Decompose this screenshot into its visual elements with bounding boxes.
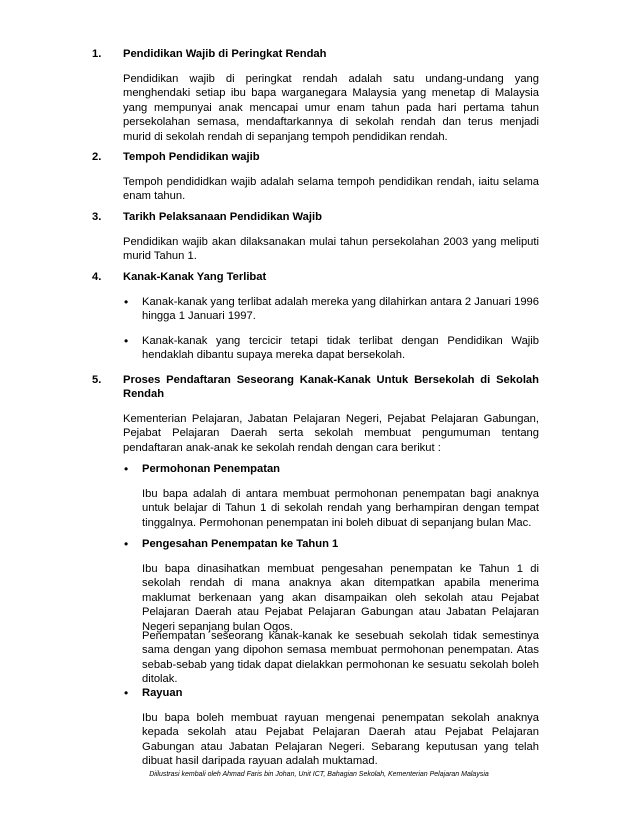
subsection-1-text: Ibu bapa adalah di antara membuat permohonan penempatan bagi anaknya untuk belajar di Tahun 1 di sekolah rendah yang berhampiran dengan tempat tinggalnya. Permohonan penempatan ini boleh dibuat di sepanjang bulan Mac. [142, 488, 539, 529]
subsection-2-text-2: Penempatan seseorang kanak-kanak ke sesebuah sekolah tidak semestinya sama dengan yang dipohon semasa membuat permohonan penempatan. Atas sebab-sebab yang tidak dapat dielakkan permohonan ke sesuatu sekolah boleh ditolak. [142, 630, 539, 686]
bullet-icon: • [124, 686, 129, 700]
bullet-icon: • [124, 295, 129, 309]
subsection-1-title: Permohonan Penempatan [142, 463, 281, 475]
subsection-3-title: Rayuan [142, 687, 183, 699]
section-3-title: Tarikh Pelaksanaan Pendidikan Wajib [123, 211, 322, 223]
subsection-3-text: Ibu bapa boleh membuat rayuan mengenai penempatan sekolah anaknya kepada sekolah atau Pejabat Pelajaran Daerah atau Pejabat Pelajaran Gabungan atau Jabatan Pelajaran Negeri. Sebarang keputusan yang telah dibuat hasil daripada rayuan adalah muktamad. [142, 712, 539, 768]
section-1-title: Pendidikan Wajib di Peringkat Rendah [123, 48, 327, 60]
bullet-icon: • [124, 334, 129, 348]
section-5-text: Kementerian Pelajaran, Jabatan Pelajaran Negeri, Pejabat Pelajaran Gabungan, Pejabat Pelajaran Daerah serta sekolah membuat pengumuman tentang pendaftaran anak-anak ke sekolah rendah dengan cara berikut : [123, 413, 539, 454]
bullet-icon: • [124, 462, 129, 476]
section-5-number: 5. [92, 374, 102, 386]
section-3-text: Pendidikan wajib akan dilaksanakan mulai tahun persekolahan 2003 yang meliputi murid Tahun 1. [123, 236, 539, 263]
section-2-number: 2. [92, 151, 102, 163]
section-3-number: 3. [92, 211, 102, 223]
section-5-title: Proses Pendaftaran Seseorang Kanak-Kanak Untuk Bersekolah di Sekolah Rendah [123, 374, 539, 401]
section-4-title: Kanak-Kanak Yang Terlibat [123, 271, 267, 283]
section-2-text: Tempoh pendididkan wajib adalah selama tempoh pendidikan rendah, iaitu selama enam tahun. [123, 176, 539, 203]
section-4-bullet-2: Kanak-kanak yang tercicir tetapi tidak terlibat dengan Pendidikan Wajib hendaklah dibantu supaya mereka dapat bersekolah. [142, 335, 539, 362]
section-1-text: Pendidikan wajib di peringkat rendah adalah satu undang-undang yang menghendaki setiap ibu bapa warganegara Malaysia yang menetap di Malaysia yang mempunyai anak mencapai umur enam tahun pada hari pertama tahun persekolahan semasa, mendaftarkannya di sekolah rendah dan terus menjadi murid di sekolah rendah di sepanjang tempoh pendidikan rendah. [123, 73, 539, 143]
section-2-title: Tempoh Pendidikan wajib [123, 151, 260, 163]
subsection-2-title: Pengesahan Penempatan ke Tahun 1 [142, 538, 339, 550]
page-footer: Diilustrasi kembali oleh Ahmad Faris bin Johan, Unit ICT, Bahagian Sekolah, Kementerian Pelajaran Malaysia [149, 771, 489, 778]
section-1-number: 1. [92, 48, 102, 60]
section-4-number: 4. [92, 271, 102, 283]
section-4-bullet-1: Kanak-kanak yang terlibat adalah mereka yang dilahirkan antara 2 Januari 1996 hingga 1 Januari 1997. [142, 296, 539, 323]
bullet-icon: • [124, 537, 129, 551]
subsection-2-text-1: Ibu bapa dinasihatkan membuat pengesahan penempatan ke Tahun 1 di sekolah rendah di mana anaknya akan ditempatkan apabila menerima maklumat berkenaan yang akan disampaikan oleh sekolah atau Pejabat Pelajaran Daerah atau Pejabat Pelajaran Gabungan atau Jabatan Pelajaran Negeri sepanjang bulan Ogos. [142, 563, 539, 633]
